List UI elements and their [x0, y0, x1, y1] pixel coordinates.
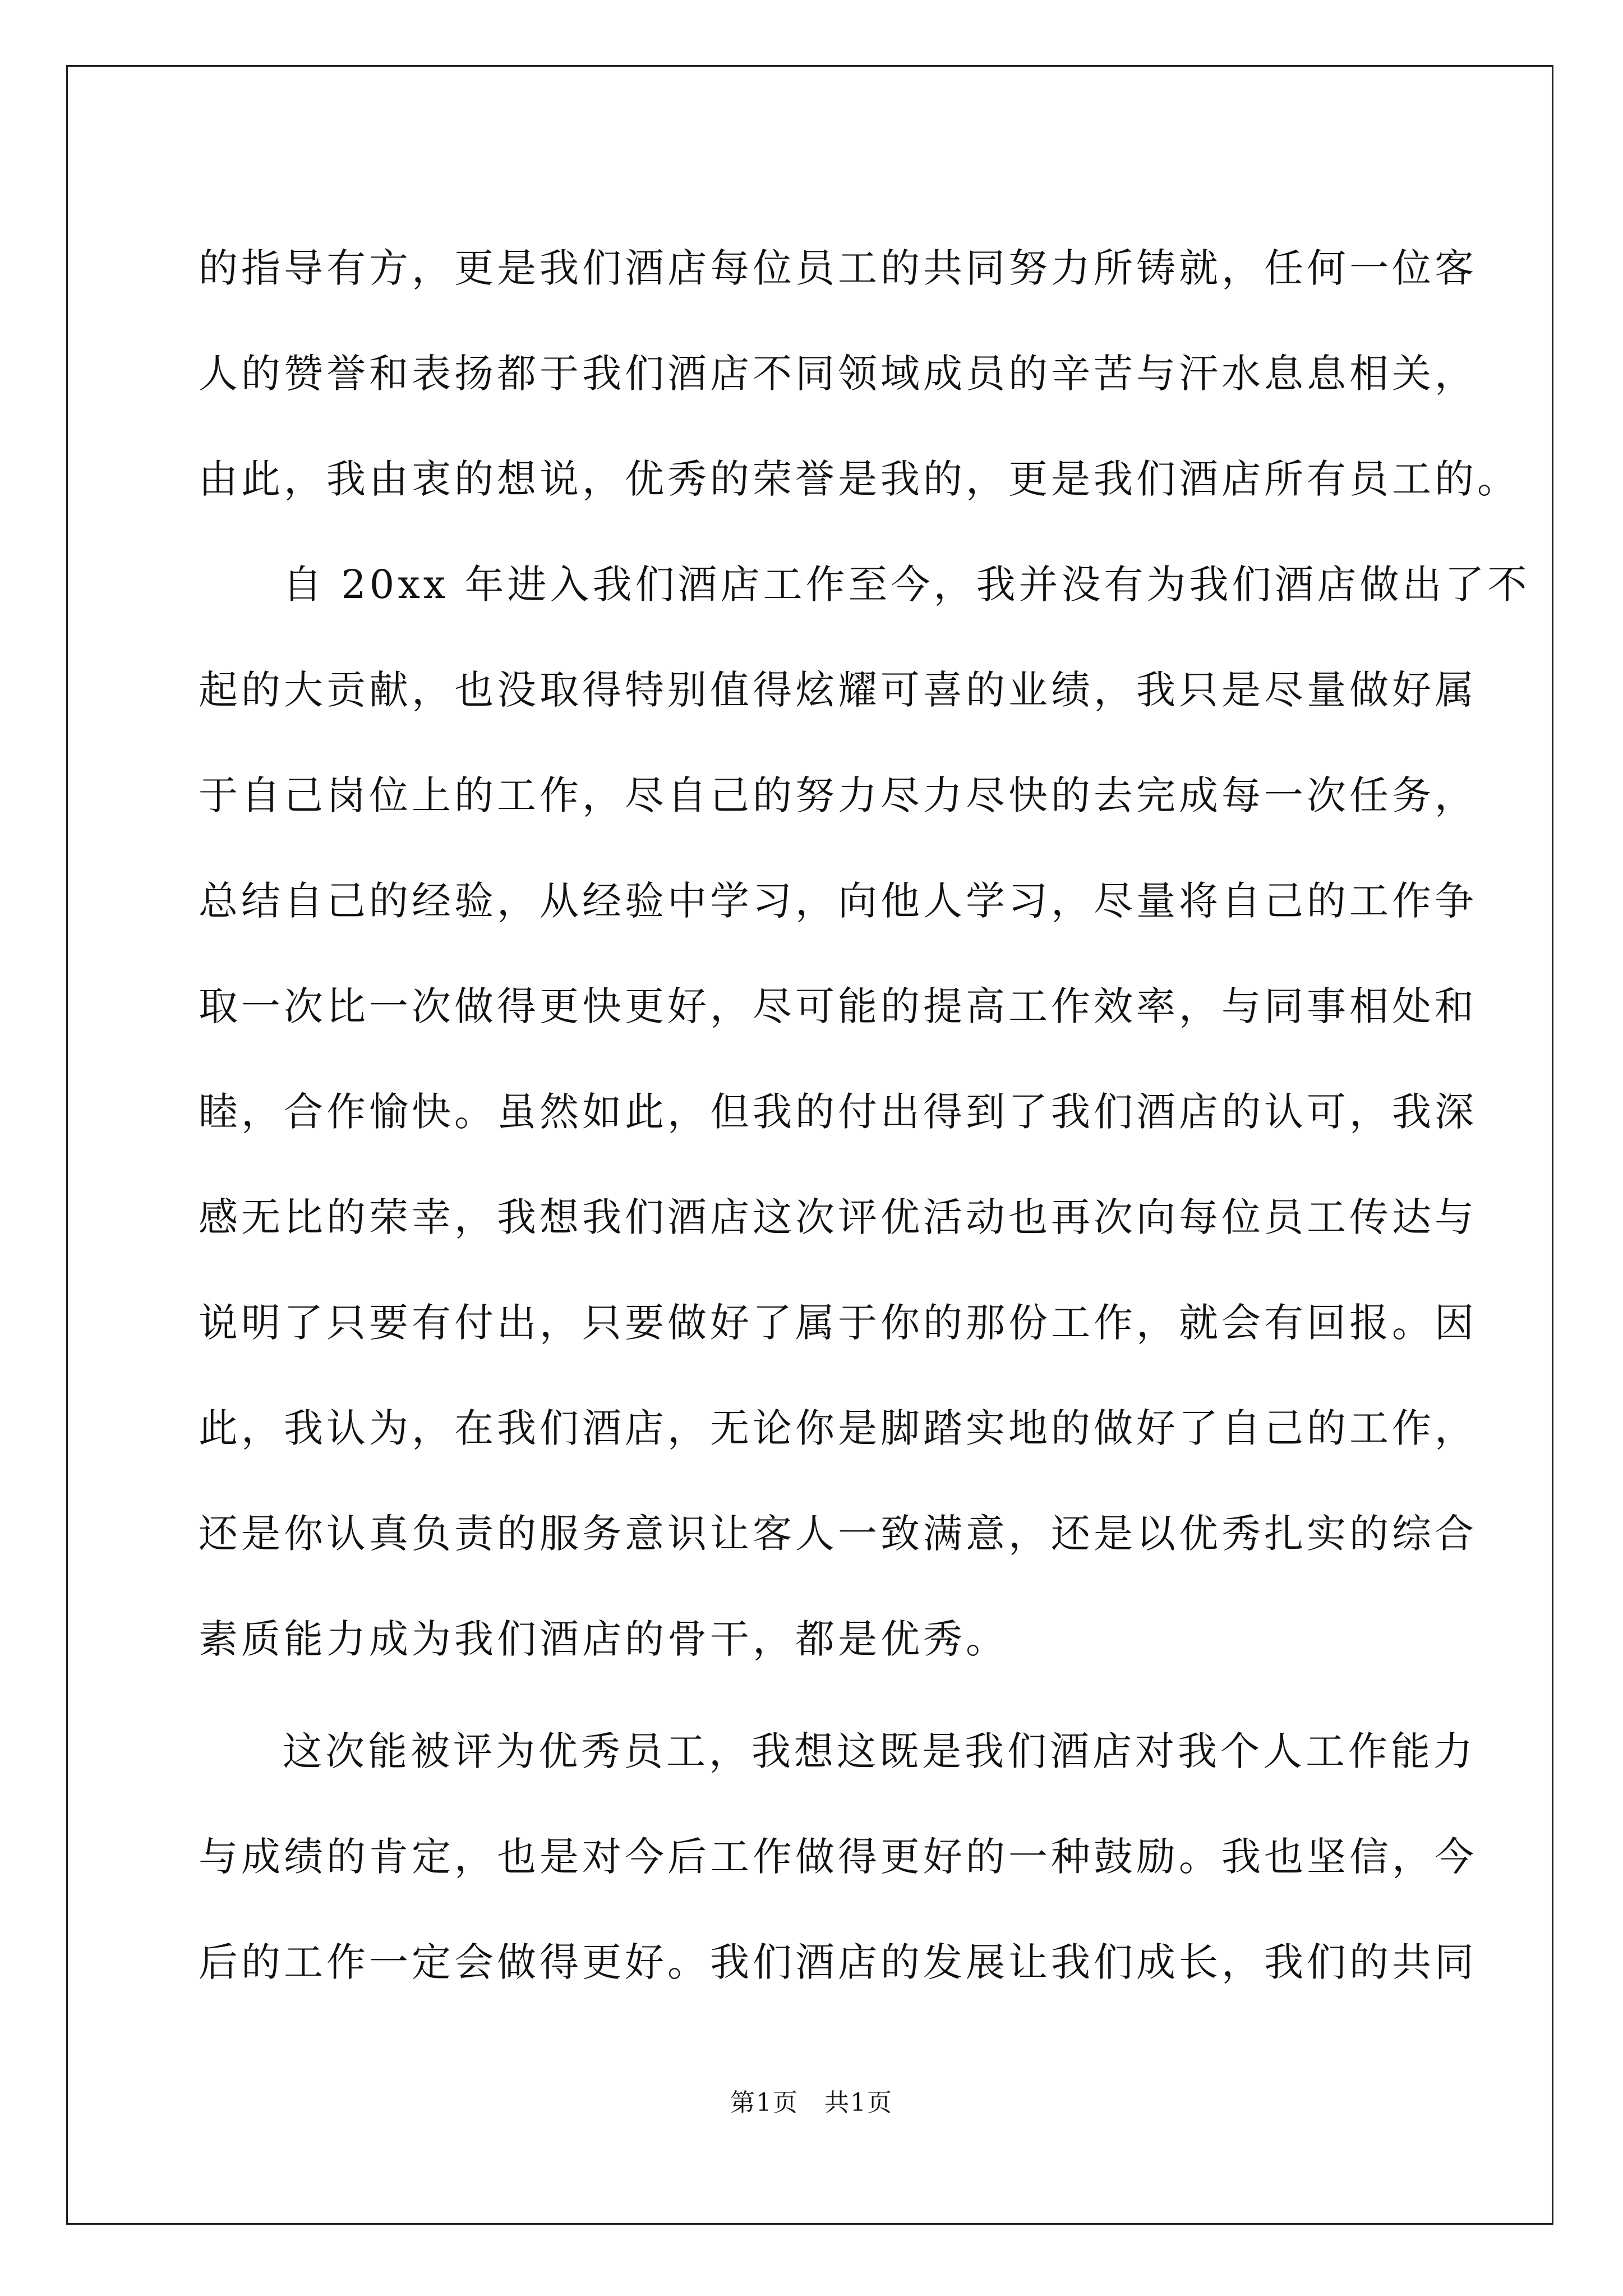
text-line: 感无比的荣幸，我想我们酒店这次评优活动也再次向每位员工传达与 — [199, 1194, 1477, 1240]
text-line: 由此，我由衷的想说，优秀的荣誉是我的，更是我们酒店所有员工的。 — [199, 456, 1520, 502]
text-line: 取一次比一次做得更快更好，尽可能的提高工作效率，与同事相处和 — [199, 983, 1477, 1029]
text-line: 素质能力成为我们酒店的骨干，都是优秀。 — [199, 1616, 1008, 1662]
text-line: 此，我认为，在我们酒店，无论你是脚踏实地的做好了自己的工作， — [199, 1405, 1477, 1451]
text-line: 说明了只要有付出，只要做好了属于你的那份工作，就会有回报。因 — [199, 1300, 1477, 1346]
text-line: 睦，合作愉快。虽然如此，但我的付出得到了我们酒店的认可，我深 — [199, 1089, 1477, 1135]
paragraph-start-line: 自 20xx 年进入我们酒店工作至今，我并没有为我们酒店做出了不 — [283, 562, 1530, 608]
page-number-footer: 第1页 共1页 — [730, 2088, 893, 2117]
text-line: 起的大贡献，也没取得特别值得炫耀可喜的业绩，我只是尽量做好属 — [199, 667, 1477, 713]
text-line: 人的赞誉和表扬都于我们酒店不同领域成员的辛苦与汗水息息相关， — [199, 351, 1477, 397]
text-line: 还是你认真负责的服务意识让客人一致满意，还是以优秀扎实的综合 — [199, 1511, 1477, 1557]
paragraph-start-line: 这次能被评为优秀员工，我想这既是我们酒店对我个人工作能力 — [283, 1728, 1476, 1774]
text-line: 与成绩的肯定，也是对今后工作做得更好的一种鼓励。我也坚信，今 — [199, 1834, 1477, 1880]
text-line: 后的工作一定会做得更好。我们酒店的发展让我们成长，我们的共同 — [199, 1939, 1477, 1985]
text-line: 总结自己的经验，从经验中学习，向他人学习，尽量将自己的工作争 — [199, 878, 1477, 924]
text-line: 的指导有方，更是我们酒店每位员工的共同努力所铸就，任何一位客 — [199, 245, 1477, 291]
text-line: 于自己岗位上的工作，尽自己的努力尽力尽快的去完成每一次任务， — [199, 772, 1477, 818]
document-body — [199, 215, 1530, 2015]
